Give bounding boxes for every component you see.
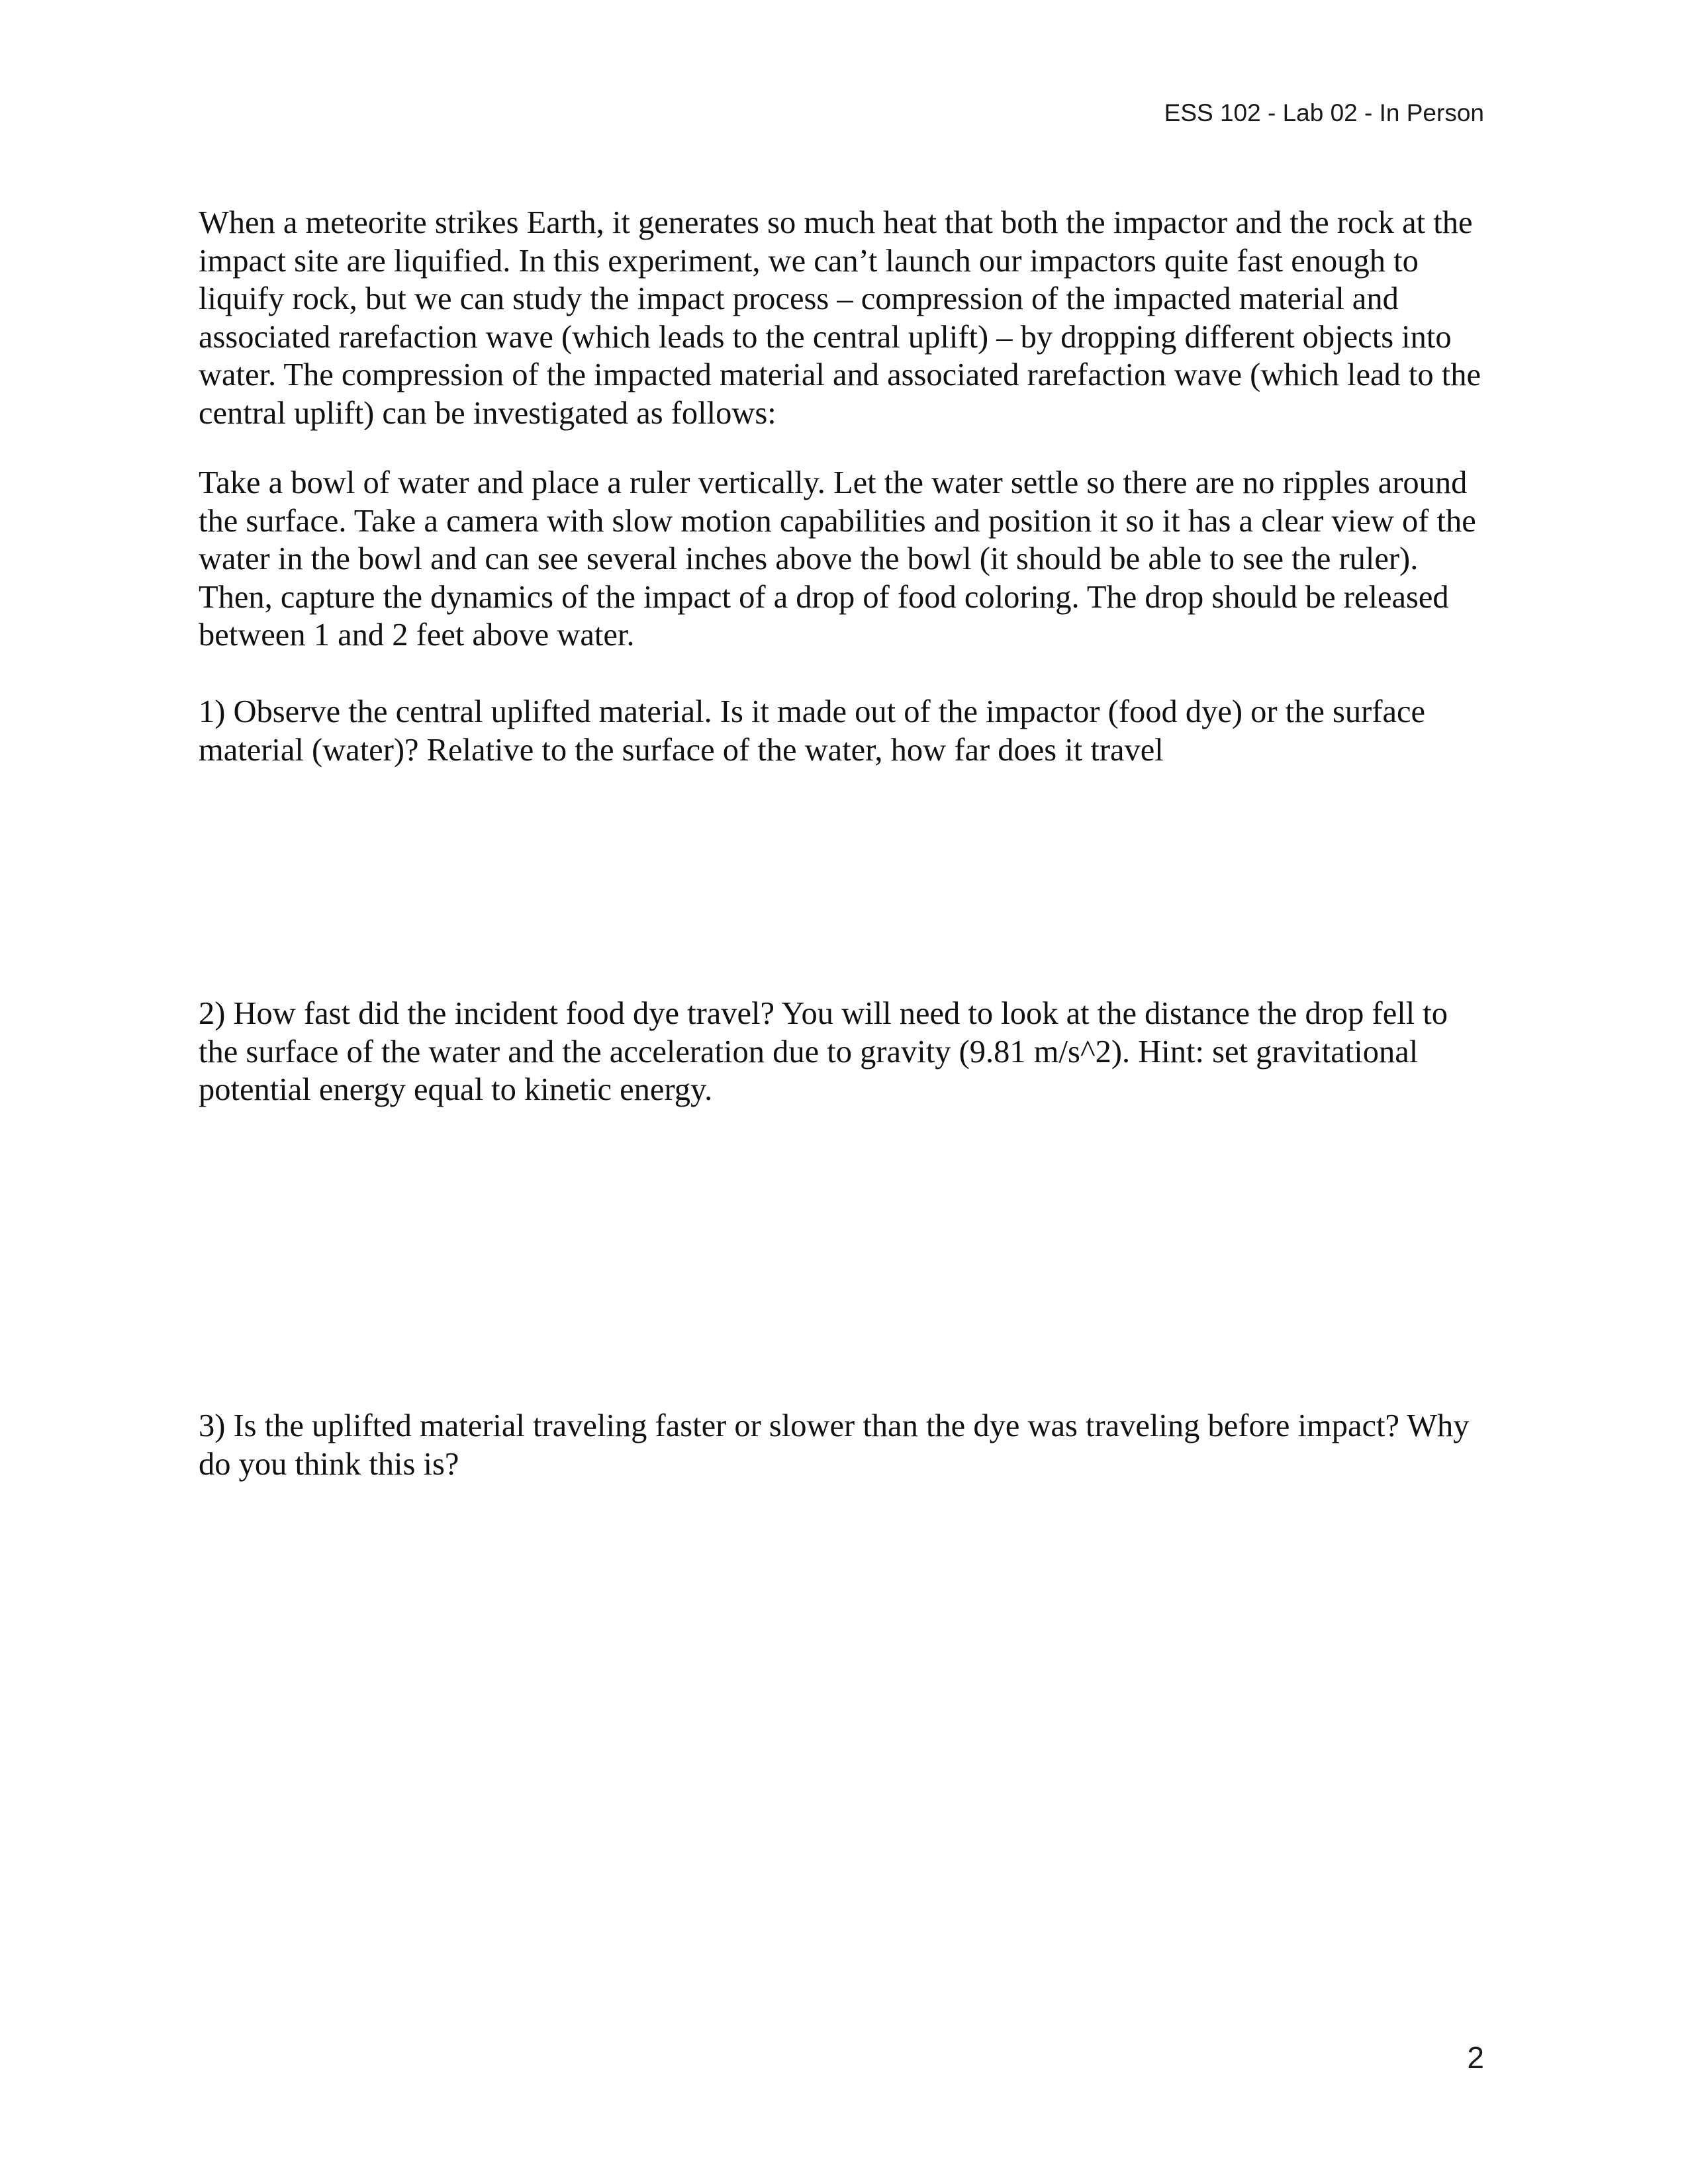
intro-paragraph-2: Take a bowl of water and place a ruler vertically. Let the water settle so there are no ripples around the surface. Take a camera with slow motion capabilities and position it so it has a clear view of the water in the bowl and can see several inches above the bowl (it should be able to see the ruler). Then, capture the dynamics of the impact of a drop of food coloring. The drop should be released between 1 and 2 feet above water. (199, 465, 1476, 653)
question-3: 3) Is the uplifted material traveling faster or slower than the dye was traveling before impact? Why do you think this is? (199, 1408, 1470, 1482)
running-header: ESS 102 - Lab 02 - In Person (1164, 99, 1484, 126)
question-1: 1) Observe the central uplifted material. Is it made out of the impactor (food dye) or the surface material (water)? Relative to the surface of the water, how far does it travel (199, 694, 1426, 768)
page-number: 2 (1467, 2040, 1484, 2075)
intro-paragraph-1: When a meteorite strikes Earth, it generates so much heat that both the impactor and the rock at the impact site are liquified. In this experiment, we can’t launch our impactors quite fast enough to liquify rock, but we can study the impact process – compression of the impacted material and associated rarefaction wave (which leads to the central uplift) – by dropping different objects into water. The compression of the impacted material and associated rarefaction wave (which lead to the central uplift) can be investigated as follows: (199, 205, 1481, 431)
question-2: 2) How fast did the incident food dye travel? You will need to look at the distance the drop fell to the surface of the water and the acceleration due to gravity (9.81 m/s^2). Hint: set gravitational potential energy equal to kinetic energy. (199, 996, 1448, 1107)
